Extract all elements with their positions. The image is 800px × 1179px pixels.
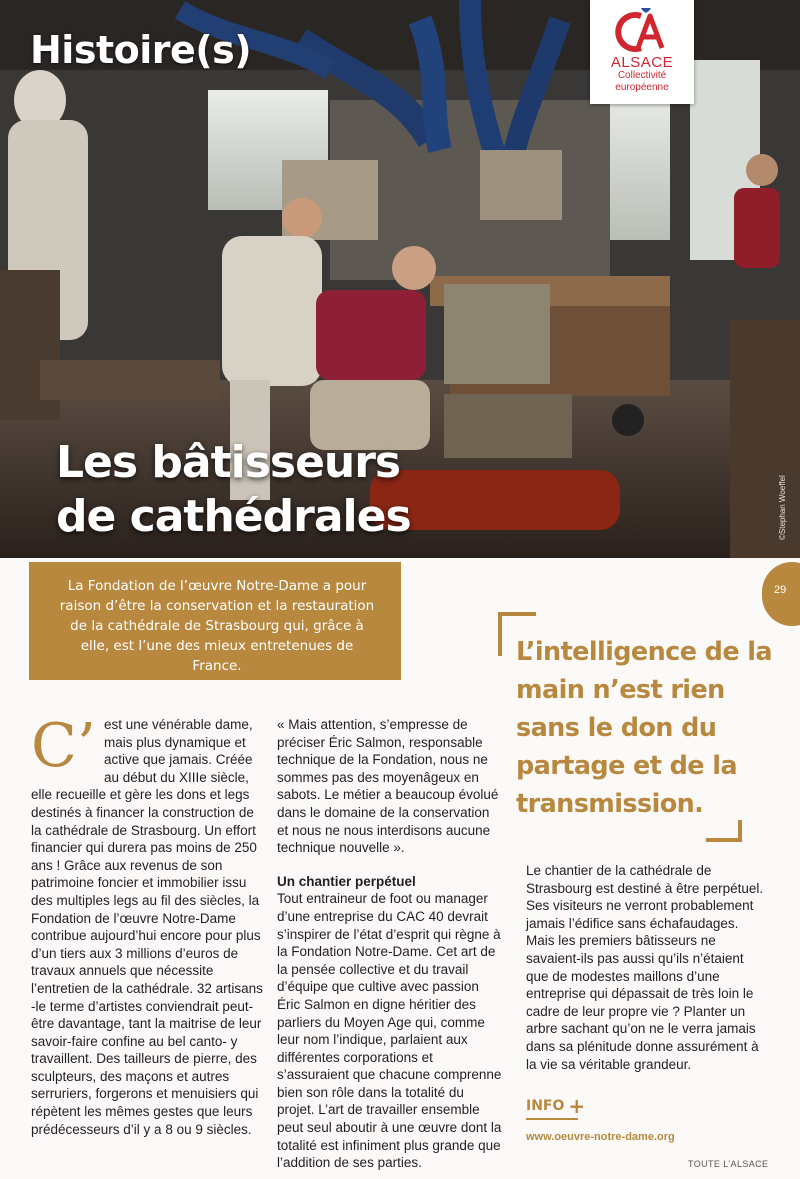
pull-quote: L’intelligence de la main n’est rien sans le don du partage et de la transmission.: [516, 637, 773, 819]
article-title: [56, 436, 411, 544]
drop-cap: C’: [31, 711, 96, 781]
plus-icon: +: [568, 1094, 586, 1118]
photo-credit: ©Stephan Woeffel: [778, 475, 787, 540]
info-link[interactable]: www.oeuvre-notre-dame.org: [526, 1131, 675, 1143]
subheading: Un chantier perpétuel: [277, 873, 416, 889]
info-label: INFO: [526, 1098, 565, 1114]
ca-alsace-logo-icon: [614, 8, 670, 54]
article-title-line-2: de cathédrales: [56, 491, 411, 542]
logo-subtitle-line-1: Collectivité: [617, 70, 667, 81]
logo-subtitle: [590, 70, 694, 94]
info-divider: [526, 1118, 578, 1120]
column-2-paragraph-2: Tout entraineur de foot ou manager d’une entreprise du CAC 40 devrait s’inspirer de l’état d’esprit qui règne à la Fondation Notre-Dame. Cet art de la pensée collective et du travail d’équipe que cultive avec passion Éric Salmon en digne héritier des parliers du Moyen Age qui, comme leur nom l’indique, parlaient aux différentes corporations et s’assuraient que chacune comprenne bien son rôle dans la totalité du projet. L’art de travailler ensemble peut seul aboutir à une œuvre dont la totalité est infiniment plus grande que l’addition de ses parties.: [277, 891, 502, 1171]
alsace-logo[interactable]: [590, 0, 694, 104]
intro-box: La Fondation de l’œuvre Notre-Dame a pour raison d’être la conservation et la restauration de la cathédrale de Strasbourg qui, grâce à elle, est l’une des mieux entretenues de France.: [29, 562, 401, 680]
footer-publication: TOUTE L’ALSACE: [688, 1159, 769, 1169]
article-title-line-1: Les bâtisseurs: [56, 437, 401, 488]
quote-close-bracket: [706, 820, 742, 842]
column-2-paragraph-1: « Mais attention, s’empresse de préciser Éric Salmon, responsable technique de la Fondation, nous ne sommes pas des moyenâgeux en sabots. Le métier a beaucoup évolué dans le domaine de la conservation et nous ne nous interdisons aucune technique nouvelle ».: [277, 717, 499, 856]
article-column-1: [31, 711, 263, 1138]
logo-name: ALSACE: [610, 54, 674, 71]
article-column-2: [277, 716, 502, 1172]
column-1-text: est une vénérable dame, mais plus dynamique et active que jamais. Créée au début du XIIIe siècle, elle recueille et gère les dons et legs destinés à financer la construction de la cathédrale de Strasbourg. Un effort financier qui durera pas moins de 250 ans ! Grâce aux revenus de son patrimoine foncier et immobilier issu des multiples legs au fil des siècles, la Fondation de l’œuvre Notre-Dame contribue aujourd’hui encore pour plus d’un tiers aux 3 millions d’euros de travaux annuels que nécessite l’entretien de la cathédrale. 32 artisans -le terme d’artistes conviendrait peut-être davantage, tant la maitrise de leur savoir-faire confine au bel canto- y travaillent. Des tailleurs de pierre, des sculpteurs, des maçons et autres serruriers, forgerons et menuisiers qui répètent les mêmes gestes que leurs prédécesseurs d’il y a 8 ou 9 siècles.: [31, 717, 263, 1137]
page-number: 29: [774, 584, 787, 596]
section-title: Histoire(s): [30, 28, 252, 72]
info-heading: [526, 1094, 586, 1118]
article-column-3: Le chantier de la cathédrale de Strasbourg est destiné à être perpétuel. Ses visiteurs ne verront probablement jamais l’édifice sans échafaudages. Mais les premiers bâtisseurs ne savaient-ils pas aussi qu’ils n’étaient que de modestes maillons d’une entreprise qui dépassait de très loin le cadre de leur propre vie ? Planter un arbre sachant qu’on ne le verra jamais dans sa plénitude donne assurément à la vie sa véritable grandeur.: [526, 863, 764, 1072]
logo-subtitle-line-2: européenne: [615, 82, 669, 93]
